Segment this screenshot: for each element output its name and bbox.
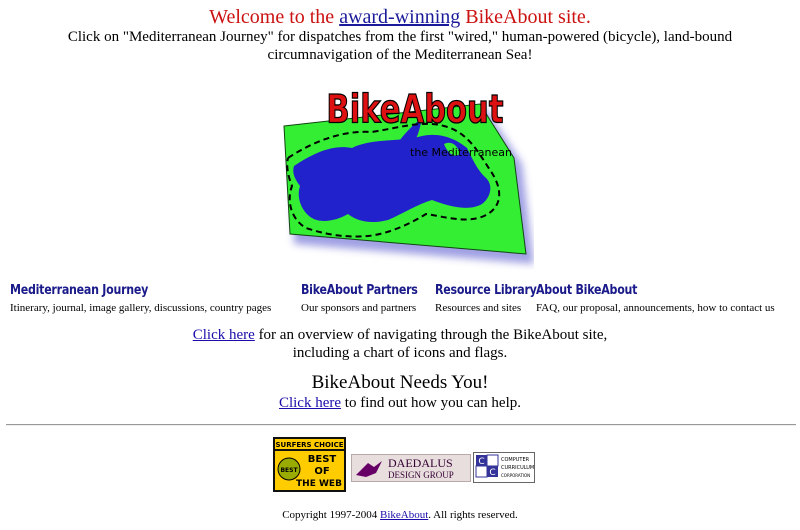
copyright-suffix: . All rights reserved. [428, 509, 518, 521]
partners-desc: Our sponsors and partners [301, 302, 417, 314]
section-about [536, 283, 775, 314]
help-click-here-link[interactable]: Click here [278, 395, 342, 411]
daedalus-logo-icon [356, 461, 382, 477]
daedalus-sub: DESIGN GROUP [388, 470, 454, 480]
copyright-bikeabout-link[interactable]: BikeAbout [379, 509, 429, 521]
bikeabout-partners-link[interactable]: BikeAbout Partners [301, 283, 418, 298]
resource-library-desc: Resources and sites [435, 302, 522, 314]
logo-subtitle: the Mediterranean [410, 146, 512, 159]
daedalus-design-group-badge[interactable] [351, 454, 471, 482]
mediterranean-journey-desc: Itinerary, journal, image gallery, discussions, country pages [10, 302, 272, 314]
needs-you-text [0, 395, 800, 412]
about-desc: FAQ, our proposal, announcements, how to contact us [536, 302, 775, 314]
section-mediterranean-journey [10, 283, 271, 314]
horizontal-divider [6, 424, 796, 426]
needs-you-suffix: to find out how you can help. [341, 395, 522, 411]
copyright-footer [0, 509, 800, 521]
intro-text: Click on "Mediterranean Journey" for dispatches from the first "wired," human-powered (bicycle), land-bound circumnavigation of the Mediterranean Sea! [67, 29, 733, 63]
welcome-suffix: BikeAbout site. [460, 6, 591, 28]
overview-line1: for an overview of navigating through the BikeAbout site, [254, 327, 608, 343]
section-partners [301, 283, 438, 314]
mediterranean-journey-link[interactable]: Mediterranean Journey [10, 283, 149, 298]
ccc-line1: COMPUTER [501, 457, 530, 463]
resource-library-link[interactable]: Resource Library [435, 283, 537, 298]
needs-you-heading: BikeAbout Needs You! [311, 372, 489, 393]
award-winning-link[interactable]: award-winning [339, 6, 461, 28]
badge-web-line1: BEST [307, 454, 337, 465]
daedalus-name: DAEDALUS [388, 456, 453, 470]
computer-curriculum-corporation-badge[interactable] [473, 452, 535, 483]
welcome-heading [0, 6, 800, 29]
about-bikeabout-link[interactable]: About BikeAbout [536, 283, 638, 298]
ccc-line3: CORPORATION [501, 473, 531, 478]
copyright-prefix: Copyright 1997-2004 [282, 509, 380, 521]
logo-title: BikeAbout [326, 86, 504, 133]
welcome-prefix: Welcome to the [209, 6, 340, 28]
ccc-mark-2: C [489, 468, 496, 478]
badge-web-line2: OF [314, 466, 330, 477]
badge-web-seal-text: BEST [280, 467, 298, 474]
overview-click-here-link[interactable]: Click here [192, 327, 255, 343]
overview-line2: including a chart of icons and flags. [292, 345, 508, 361]
badge-web-line3: THE WEB [296, 479, 342, 489]
bikeabout-logo[interactable] [272, 74, 534, 270]
best-of-the-web-badge[interactable] [273, 437, 346, 492]
badge-web-top: SURFERS CHOICE [275, 441, 344, 449]
ccc-mark-1: C [478, 457, 485, 467]
ccc-line2: CURRICULUM [501, 465, 535, 471]
overview-text [0, 326, 800, 362]
